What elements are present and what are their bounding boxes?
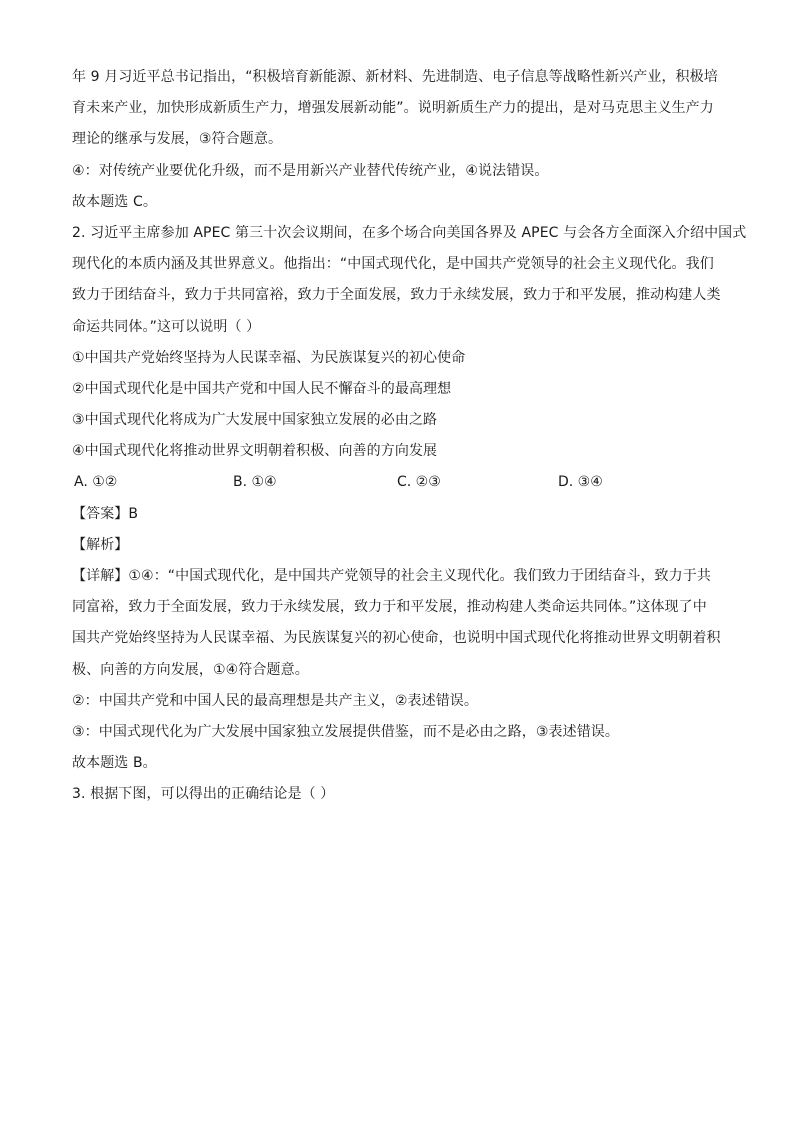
detail-line: ③：中国式现代化为广大发展中国家独立发展提供借鉴，而不是必由之路，③表述错误。 (72, 723, 619, 740)
text-line: 故本题选 C。 (72, 193, 157, 210)
answer-line: 【答案】B (72, 505, 139, 522)
question-3 (72, 779, 732, 810)
previous-answer-continuation (72, 62, 732, 218)
text-line: 理论的继承与发展，③符合题意。 (72, 131, 283, 148)
statement-1: ①中国共产党始终坚持为人民谋幸福、为民族谋复兴的初心使命 (72, 349, 466, 366)
detail-line: 极、向善的方向发展，①④符合题意。 (72, 661, 309, 678)
text-line: 年 9 月习近平总书记指出，“积极培育新能源、新材料、先进制造、电子信息等战略性新兴产业，积极培 (72, 69, 718, 85)
option-b: B. ①④ (233, 474, 277, 491)
option-d: D. ③④ (558, 474, 603, 491)
question-stem-line: 致力于团结奋斗，致力于共同富裕，致力于全面发展，致力于永续发展，致力于和平发展，推动构建人类 (72, 287, 721, 304)
detail-line: 故本题选 B。 (72, 755, 157, 772)
question-stem-line: 现代化的本质内涵及其世界意义。他指出：“中国式现代化，是中国共产党领导的社会主义现代化。我们 (72, 256, 714, 273)
statement-2: ②中国式现代化是中国共产党和中国人民不懈奋斗的最高理想 (72, 380, 452, 397)
text-line: ④：对传统产业要优化升级，而不是用新兴产业替代传统产业，④说法错误。 (72, 162, 549, 179)
statement-3: ③中国式现代化将成为广大发展中国家独立发展的必由之路 (72, 412, 438, 429)
option-a: A. ①② (74, 474, 118, 491)
detail-line: 【详解】①④：“中国式现代化，是中国共产党领导的社会主义现代化。我们致力于团结奋斗，致力于共 (72, 568, 711, 584)
document-page (72, 62, 747, 811)
question-stem-line: 3. 根据下图，可以得出的正确结论是（ ） (72, 786, 335, 803)
detail-line: 同富裕，致力于全面发展，致力于永续发展，致力于和平发展，推动构建人类命运共同体。”这体现了中 (72, 599, 707, 616)
text-line: 育未来产业，加快形成新质生产力，增强发展新动能”。说明新质生产力的提出，是对马克思主义生产力 (72, 100, 714, 117)
statement-4: ④中国式现代化将推动世界文明朝着积极、向善的方向发展 (72, 443, 438, 460)
detail-line: 国共产党始终坚持为人民谋幸福、为民族谋复兴的初心使命，也说明中国式现代化将推动世界文明朝着积 (72, 630, 721, 647)
question-2 (72, 218, 747, 779)
analysis-heading: 【解析】 (72, 536, 129, 553)
option-c: C. ②③ (397, 474, 441, 491)
answer-options (72, 467, 732, 498)
question-stem-line: 2. 习近平主席参加 APEC 第三十次会议期间，在多个场合向美国各界及 APEC 与会各方全面深入介绍中国式 (72, 224, 747, 241)
question-stem-line: 命运共同体。”这可以说明（ ） (72, 318, 261, 335)
detail-line: ②：中国共产党和中国人民的最高理想是共产主义，②表述错误。 (72, 692, 478, 709)
